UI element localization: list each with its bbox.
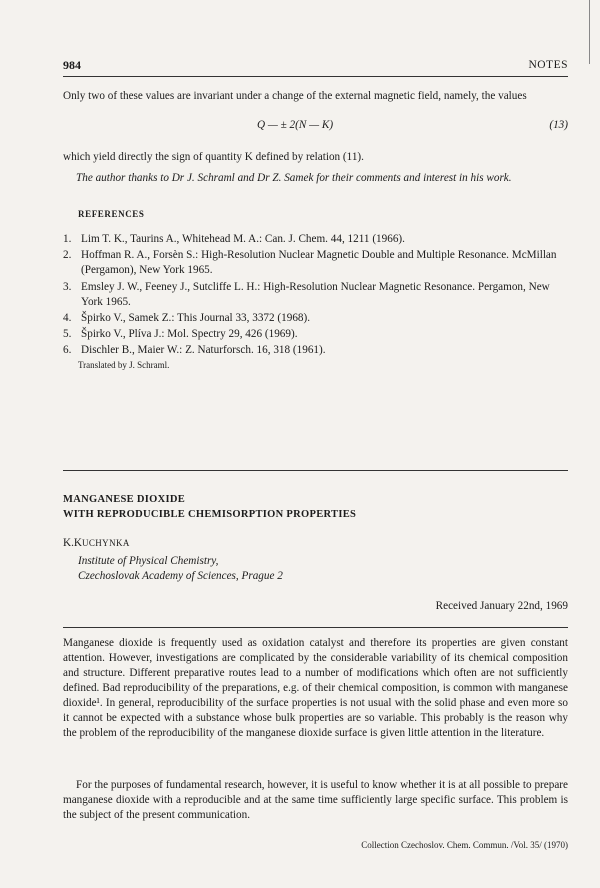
journal-footer: Collection Czechoslov. Chem. Commun. /Vol. 35/ (1970) — [361, 840, 568, 850]
reference-number: 6. — [63, 344, 72, 357]
reference-text: Hoffman R. A., Forsèn S.: High-Resolution Nuclear Magnetic Double and Multiple Resonance. McMillan (Pergamon), New York 1965. — [81, 249, 557, 277]
author-surname: UCHYNKA — [81, 538, 130, 548]
reference-text: Špirko V., Plíva J.: Mol. Spectry 29, 426 (1969). — [81, 328, 298, 341]
page-edge-line — [589, 0, 590, 64]
reference-item — [63, 327, 568, 342]
reference-item — [63, 311, 568, 326]
header-rule — [63, 76, 568, 77]
reference-text: Lim T. K., Taurins A., Whitehead M. A.: Can. J. Chem. 44, 1211 (1966). — [81, 233, 405, 245]
reference-text: Dischler B., Maier W.: Z. Naturforsch. 16, 318 (1961). — [81, 344, 326, 357]
article-title-line-1: MANGANESE DIOXIDE — [63, 494, 186, 505]
section-title: NOTES — [528, 59, 568, 71]
author-initial: K.K — [63, 537, 82, 549]
reference-number: 3. — [63, 280, 72, 293]
reference-number: 2. — [63, 249, 72, 262]
affiliation-line-2: Czechoslovak Academy of Sciences, Prague 2 — [78, 570, 283, 582]
reference-text: Emsley J. W., Feeney J., Sutcliffe L. H.: High-Resolution Nuclear Magnetic Resonance. Pergamon, New York 1965. — [81, 280, 550, 308]
translator-note: Translated by J. Schraml. — [78, 360, 170, 370]
article-title — [63, 492, 356, 522]
reference-item — [63, 343, 568, 358]
author-name — [63, 537, 130, 549]
page-number: 984 — [63, 58, 81, 72]
section-separator — [63, 470, 568, 471]
reference-item — [63, 248, 568, 278]
reference-number: 4. — [63, 311, 72, 324]
after-equation-text: which yield directly the sign of quantity K defined by relation (11). — [63, 151, 364, 163]
equation-row — [63, 119, 568, 135]
reference-number: 5. — [63, 328, 72, 341]
reference-item — [63, 280, 568, 310]
body-paragraph-1: Manganese dioxide is frequently used as oxidation catalyst and therefore its properties are given constant attention. However, investigations are complicated by the considerable variability of its chemical composition and structure. Different preparative routes lead to a number of modifications which often are not sufficiently defined. Bad reproducibility of the preparations, e.g. of their chemical composition, is common with manganese dioxide¹. In general, reproducibility of the surface properties is not usual with the solid phase and even more so it cannot be expected with a substance whose bulk properties are so variable. This probably is the reason why the problem of the reproducibility of the manganese dioxide surface is given little attention in the literature. — [63, 637, 568, 739]
article-rule — [63, 627, 568, 628]
acknowledgement: The author thanks to Dr J. Schraml and Dr Z. Samek for their comments and interest in his work. — [76, 172, 512, 184]
reference-text: Špirko V., Samek Z.: This Journal 33, 3372 (1968). — [81, 311, 311, 324]
equation-label: (13) — [549, 119, 568, 131]
reference-item — [63, 232, 568, 247]
references-heading: REFERENCES — [78, 209, 145, 219]
received-date: Received January 22nd, 1969 — [435, 600, 568, 612]
body-paragraph-2: For the purposes of fundamental research, however, it is useful to know whether it is at all possible to prepare manganese dioxide with a reproducible and at the same time sufficiently large specific surface. This problem is the subject of the present communication. — [63, 779, 568, 821]
references-list — [63, 232, 568, 360]
affiliation-line-1: Institute of Physical Chemistry, — [78, 555, 219, 567]
equation-13: Q — ± 2(N — K) — [257, 119, 334, 131]
reference-number: 1. — [63, 233, 72, 245]
author-affiliation — [78, 554, 283, 584]
intro-paragraph: Only two of these values are invariant under a change of the external magnetic field, namely, the values — [63, 90, 527, 102]
article-title-line-2: WITH REPRODUCIBLE CHEMISORPTION PROPERTIES — [63, 509, 357, 520]
